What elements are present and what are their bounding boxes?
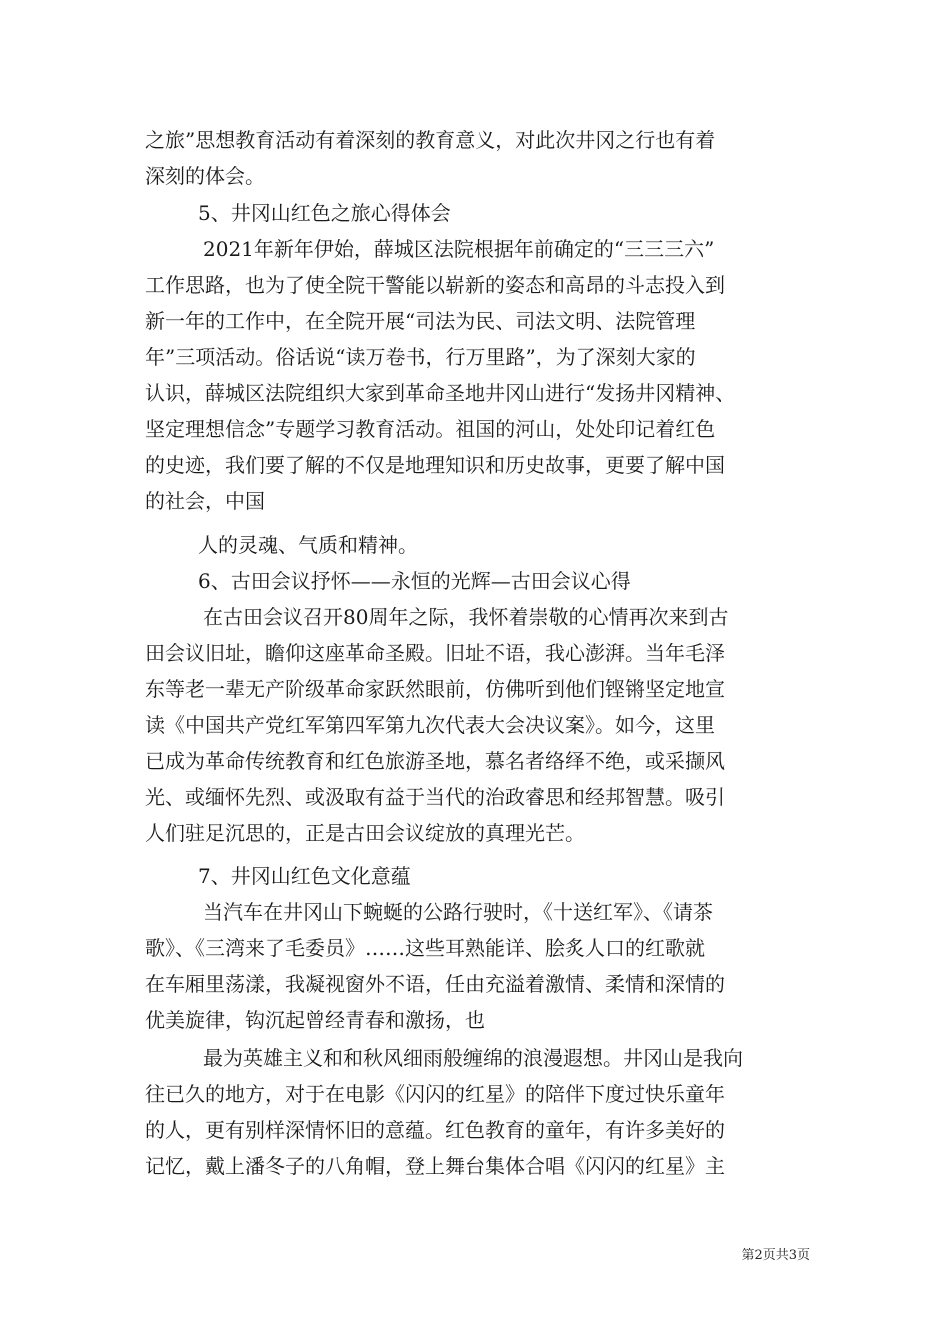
- section-heading: 6、古田会议抒怀——永恒的光辉—古田会议心得: [198, 569, 631, 593]
- section-heading: 7、井冈山红色文化意蕴: [198, 864, 411, 888]
- text-line: 光、或缅怀先烈、或汲取有益于当代的治政睿思和经邦智慧。吸引: [145, 785, 725, 809]
- text-line: 深刻的体会。: [145, 164, 265, 188]
- text-line: 的人，更有别样深情怀旧的意蕴。红色教育的童年，有许多美好的: [145, 1118, 725, 1142]
- text-line: 坚定理想信念”专题学习教育活动。祖国的河山，处处印记着红色: [145, 417, 716, 441]
- text-line: 人们驻足沉思的，正是古田会议绽放的真理光芒。: [145, 821, 585, 845]
- text-line: 已成为革命传统教育和红色旅游圣地，慕名者络绎不绝，或采撷风: [145, 749, 725, 773]
- text-line: 记忆，戴上潘冬子的八角帽，登上舞台集体合唱《闪闪的红星》主: [145, 1154, 725, 1178]
- text-line: 歌》、《三湾来了毛委员》……这些耳熟能详、脍炙人口的红歌就: [145, 936, 705, 960]
- text-line: 的史迹，我们要了解的不仅是地理知识和历史故事，更要了解中国: [145, 453, 725, 477]
- page-number: 第2页共3页: [741, 1248, 810, 1263]
- text-line: 田会议旧址，瞻仰这座革命圣殿。旧址不语，我心澎湃。当年毛泽: [145, 641, 725, 665]
- section-heading: 5、井冈山红色之旅心得体会: [198, 201, 451, 225]
- text-line: 读《中国共产党红军第四军第九次代表大会决议案》。如今，这里: [145, 713, 715, 737]
- text-line: 优美旋律，钩沉起曾经青春和激扬，也: [145, 1008, 485, 1032]
- text-line: 2021年新年伊始，薛城区法院根据年前确定的“三三三六”: [203, 237, 715, 261]
- text-line: 最为英雄主义和和秋风细雨般缠绵的浪漫遐想。井冈山是我向: [203, 1046, 743, 1070]
- text-line: 新一年的工作中，在全院开展“司法为民、司法文明、法院管理: [145, 309, 696, 333]
- text-line: 往已久的地方，对于在电影《闪闪的红星》的陪伴下度过快乐童年: [145, 1082, 725, 1106]
- text-line: 在古田会议召开80周年之际，我怀着崇敬的心情再次来到古: [203, 605, 729, 629]
- text-line: 工作思路，也为了使全院干警能以崭新的姿态和高昂的斗志投入到: [145, 273, 725, 297]
- text-line: 之旅”思想教育活动有着深刻的教育意义，对此次井冈之行也有着: [145, 128, 716, 152]
- text-line: 的社会，中国: [145, 489, 265, 513]
- text-line: 东等老一辈无产阶级革命家跃然眼前，仿佛听到他们铿锵坚定地宣: [145, 677, 725, 701]
- text-line: 当汽车在井冈山下蜿蜒的公路行驶时，《十送红军》、《请茶: [203, 900, 713, 924]
- text-line: 认识，薛城区法院组织大家到革命圣地井冈山进行“发扬井冈精神、: [145, 381, 736, 405]
- text-line: 在车厢里荡漾，我凝视窗外不语，任由充溢着激情、柔情和深情的: [145, 972, 725, 996]
- text-line: 年”三项活动。俗话说“读万卷书，行万里路”，为了深刻大家的: [145, 345, 696, 369]
- text-line: 人的灵魂、气质和精神。: [198, 533, 418, 557]
